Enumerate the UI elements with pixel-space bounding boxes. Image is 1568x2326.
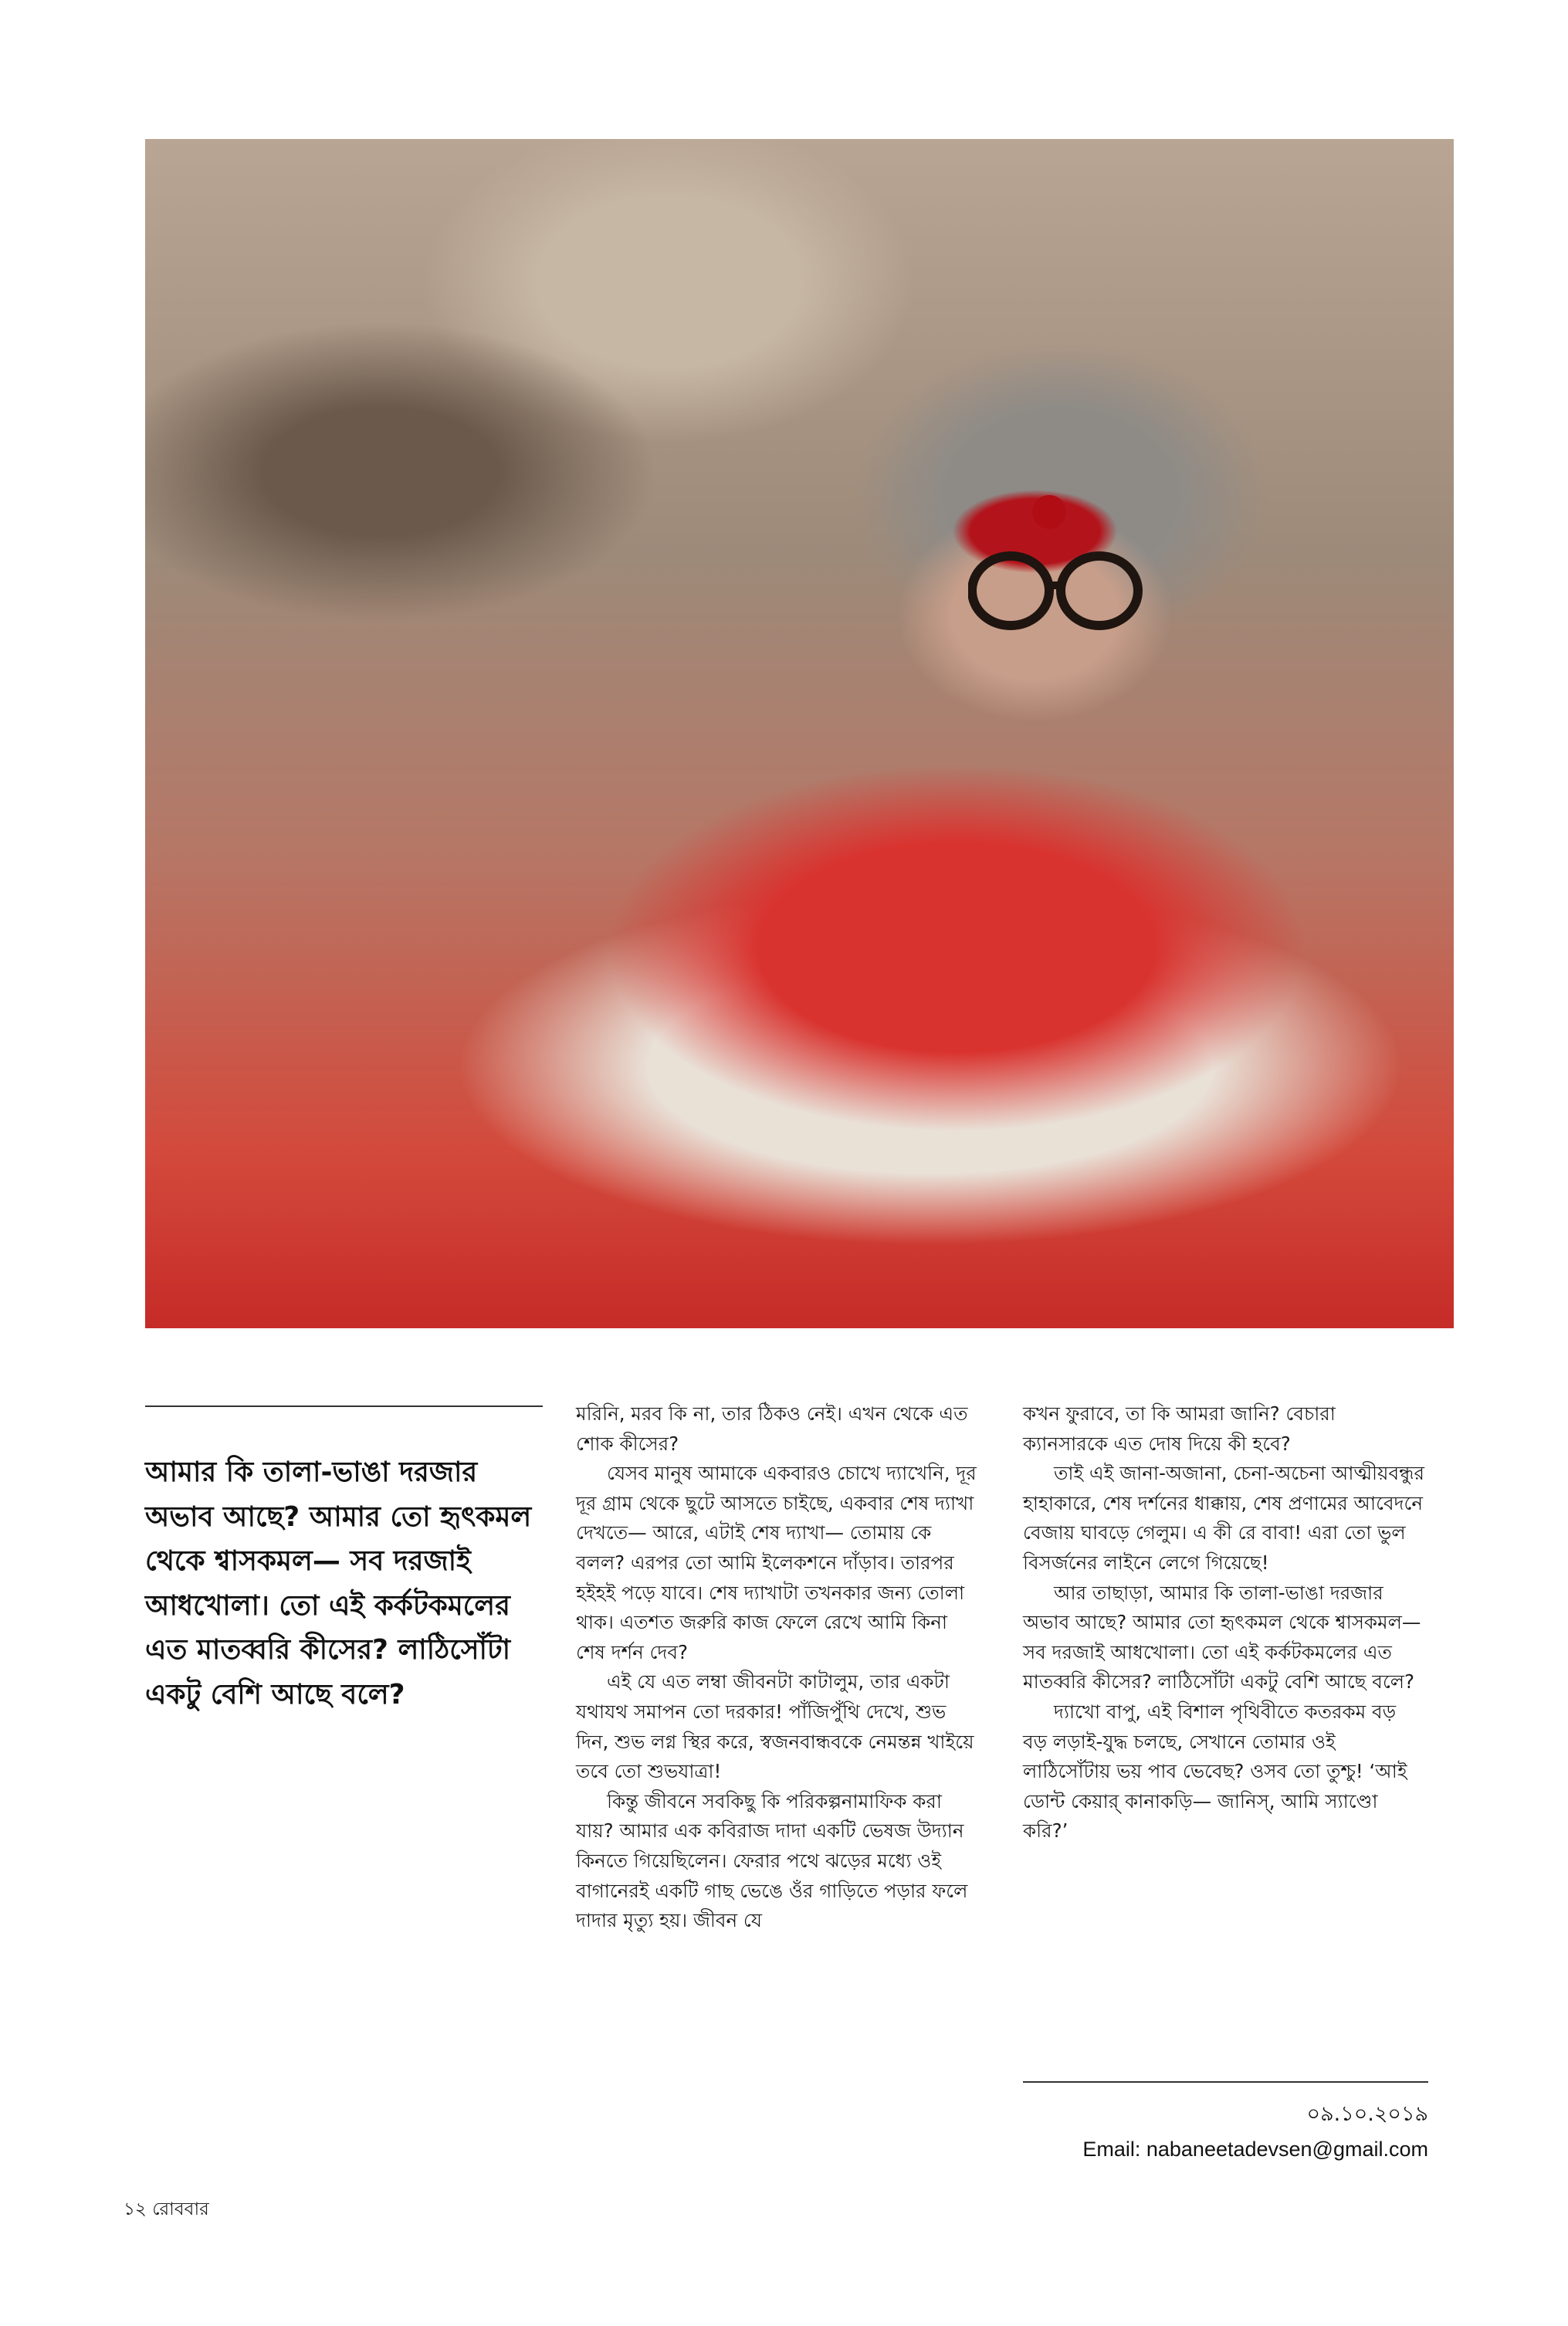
author-email: Email: nabaneetadevsen@gmail.com [1082,2138,1428,2161]
photo-glasses [968,548,1146,633]
paragraph: দ্যাখো বাপু, এই বিশাল পৃথিবীতে কতরকম বড় বড় লড়াই-যুদ্ধ চলছে, সেখানে তোমার ওই লাঠিসোঁটায় ভয় পাব ভেবেছ? ওসব তো তুশ্চু! ‘আই ডোন্ট কেয়ার্ কানাকড়ি— জানিস্, আমি স্যাণ্ডো করি?’ [1023,1700,1407,1843]
pull-quote: আমার কি তালা-ভাঙা দরজার অভাব আছে? আমার তো হৃৎকমল থেকে শ্বাসকমল— সব দরজাই আধখোলা। তো এই কর্কটকমলের এত মাতব্বরি কীসের? লাঠিসোঁটা একটু বেশি আছে বলে? [145,1456,532,1711]
paragraph: যেসব মানুষ আমাকে একবারও চোখে দ্যাখেনি, দূর দূর গ্রাম থেকে ছুটে আসতে চাইছে, একবার শেষ দ্যাখা দেখতে— আরে, এটাই শেষ দ্যাখা— তোমায় কে বলল? এরপর তো আমি ইলেকশনে দাঁড়াব। তারপর হইহই পড়ে যাবে। শেষ দ্যাখাটা তখনকার জন্য তোলা থাক। এতশত জরুরি কাজ ফেলে রেখে আমি কিনা শেষ দর্শন দেব? [576,1462,977,1663]
page-folio: ১২ রোববার [124,2199,209,2219]
paragraph: মরিনি, মরব কি না, তার ঠিকও নেই। এখন থেকে এত শোক কীসের? [576,1402,968,1455]
signoff-rule [1023,2081,1428,2083]
paragraph: আর তাছাড়া, আমার কি তালা-ভাঙা দরজার অভাব আছে? আমার তো হৃৎকমল থেকে শ্বাসকমল— সব দরজাই আধখোলা। তো এই কর্কটকমলের এত মাতব্বরি কীসের? লাঠিসোঁটা একটু বেশি আছে বলে? [1023,1581,1421,1694]
photo-bindi [1032,495,1066,529]
paragraph: তাই এই জানা-অজানা, চেনা-অচেনা আত্মীয়বন্ধুর হাহাকারে, শেষ দর্শনের ধাক্কায়, শেষ প্রণামের আবেদনে বেজায় ঘাবড়ে গেলুম। এ কী রে বাবা! এরা তো ভুল বিসর্জনের লাইনে লেগে গিয়েছে! [1023,1462,1425,1574]
paragraph: কখন ফুরাবে, তা কি আমরা জানি? বেচারা ক্যানসারকে এত দোষ দিয়ে কী হবে? [1023,1402,1336,1455]
paragraph: এই যে এত লম্বা জীবনটা কাটালুম, তার একটা যথাযথ সমাপন তো দরকার! পাঁজিপুঁথি দেখে, শুভ দিন, শুভ লগ্ন স্থির করে, স্বজনবান্ধবকে নেমন্তন্ন খাইয়ে তবে তো শুভযাত্রা! [576,1670,974,1783]
paragraph: কিন্তু জীবনে সবকিছু কি পরিকল্পনামাফিক করা যায়? আমার এক কবিরাজ দাদা একটি ভেষজ উদ্যান কিনতে গিয়েছিলেন। ফেরার পথে ঝড়ের মধ্যে ওই বাগানেরই একটি গাছ ভেঙে ওঁর গাড়িতে পড়ার ফলে দাদার মৃত্যু হয়। জীবন যে [576,1789,968,1932]
pull-quote-rule [145,1405,543,1407]
author-photo [145,139,1454,1328]
article-column-middle [576,1399,977,1936]
article-date: ০৯.১০.২০১৯ [1306,2102,1428,2126]
article-column-right [1023,1399,1424,1846]
